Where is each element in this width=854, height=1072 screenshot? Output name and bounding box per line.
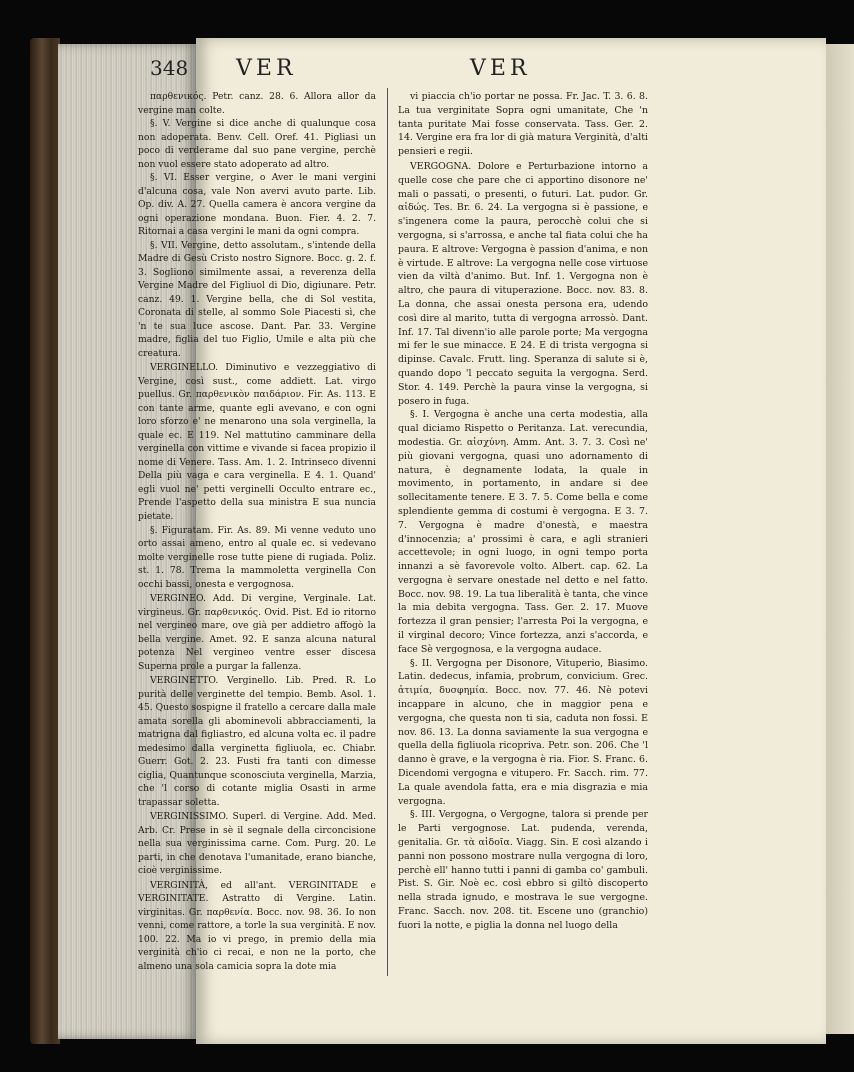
book-spine-cover xyxy=(30,38,60,1044)
facing-page-edge xyxy=(826,44,854,1034)
page-number: 348 xyxy=(150,56,189,80)
running-head-left: VER xyxy=(236,56,297,81)
entry-paragraph: §. V. Vergine si dice anche di qualunque cosa non adoperata. Benv. Cell. Oref. 41. Pigliasi un poco di verderame dal suo pane vergine, perchè non vuol essere stato adoperato ad altro. xyxy=(138,118,376,170)
entry-paragraph: VERGINELLO. Diminutivo e vezzeggiativo di Vergine, così sust., come addiett. Lat. virgo puellus. Gr. παρθενικὸν παιδάριον. Fir. As. 113. E con tante arme, quante egli avevano, e con ogni loro sforzo e' ne menarono una sola verginella, la quale ec. E 119. Nel mattutino camminare della verginella con vittime e vivande si facea propizio il nome di Venere. Tass. Am. 1. 2. Intrinseco divenni Della più vaga e cara verginella. E 4. 1. Quand' egli vuol ne' petti verginelli Occulto entrare ec., Prende l'aspetto della sua ministra E sua nuncia pietate. xyxy=(138,362,376,522)
entry-paragraph: §. VII. Vergine, detto assolutam., s'intende della Madre di Gesù Cristo nostro Signore. Bocc. g. 2. f. 3. Sogliono similmente assai, a reverenza della Vergine Madre del Figliuol di Dio, digiunare. Petr. canz. 49. 1. Vergine bella, che di Sol vestita, Coronata di stelle, al sommo Sole Piacesti sì, che 'n te sua luce ascose. Dant. Par. 33. Vergine madre, figlia del tuo Figlio, Umile e alta più che creatura. xyxy=(138,239,376,359)
entry-paragraph: VERGOGNA. Dolore e Perturbazione intorno a quelle cose che pare che ci apportino disonore ne' mali o passati, o presenti, o futuri. Lat. pudor. Gr. αἰδώς. Tes. Br. 6. 24. La vergogna si è passione, e s'ingenera come la paura, perocchè colui che si vergogna, si s'arrossa, e anche tal fiata colui che ha paura. E altrove: Vergogna è passion d'anima, e non è virtude. E altrove: La vergogna nelle cose virtuose vien da viltà d'animo. But. Inf. 1. Vergogna non è altro, che paura di vituperazione. Bocc. nov. 83. 8. La donna, che assai onesta persona era, udendo così dire al marito, tutta di vergogna arrossò. Dant. Inf. 17. Tal divenn'io alle parole porte; Ma vergogna mi fer le sue minacce. E 24. E di trista vergogna si dipinse. Cavalc. Frutt. ling. Speranza di salute si è, quando dopo 'l peccato seguita la vergogna. Serd. Stor. 4. 149. Perchè la paura vinse la vergogna, si posero in fuga. xyxy=(398,160,648,407)
right-column xyxy=(398,90,648,933)
entry-paragraph: §. I. Vergogna è anche una certa modestia, alla qual diciamo Rispetto o Peritanza. Lat. verecundia, modestia. Gr. αἰσχύνη. Amm. Ant. 3. 7. 3. Così ne' più giovani vergogna, quasi uno adornamento di natura, è degnamente lodata, la quale in movimento, in portamento, in andare si dee sollecitamente tenere. E 3. 7. 5. Come bella e come splendiente gemma di costumi è vergogna. E 3. 7. 7. Vergogna è madre d'onestà, e maestra d'innocenzia; a' prossimi è cara, e agli stranieri accettevole; in ogni luogo, in ogni tempo porta innanzi a sè favorevole volto. Albert. cap. 62. La vergogna è servare onestade nel detto e nel fatto. Bocc. nov. 98. 19. La tua liberalità è tanta, che vince la mia debita vergogna. Tass. Ger. 2. 17. Muove fortezza il gran pensier; l'arresta Poi la vergogna, e il virginal decoro; Vince fortezza, anzi s'accorda, e face Sè vergognosa, e la vergogna audace. xyxy=(398,409,648,655)
entry-paragraph: vi piaccia ch'io portar ne possa. Fr. Jac. T. 3. 6. 8. La tua verginitate Sopra ogni umanitate, Che 'n tanta puritate Mai fosse conservata. Tass. Ger. 2. 14. Vergine era fra lor di già matura Verginità, d'alti pensieri e regii. xyxy=(398,91,648,158)
entry-paragraph: VERGINITÀ, ed all'ant. VERGINITADE e VERGINITATE. Astratto di Vergine. Latin. virginitas. Gr. παρθενία. Bocc. nov. 98. 36. Io non venni, come rattore, a torle la sua verginità. E nov. 100. 22. Ma io vi prego, in premio della mia verginità ch'io ci recai, e non ne la porto, che almeno una sola camicia sopra la dote mia xyxy=(138,879,376,972)
entry-paragraph: παρθενικός. Petr. canz. 28. 6. Allora allor da vergine man colte. xyxy=(138,91,376,116)
entry-paragraph: §. Figuratam. Fir. As. 89. Mi venne veduto uno orto assai ameno, entro al quale ec. si vedevano molte verginelle rose tutte piene di rugiada. Poliz. st. 1. 78. Trema la mammoletta verginella Con occhi bassi, onesta e vergognosa. xyxy=(138,524,376,590)
left-column xyxy=(138,90,376,974)
entry-paragraph: VERGINEO. Add. Di vergine, Verginale. Lat. virgineus. Gr. παρθενικός. Ovid. Pist. Ed io ritorno nel vergineo mare, ove già per addietro affogò la bella vergine. Amet. 92. E sanza alcuna natural potenza Nel vergineo ventre esser discesa Superna prole a purgar la fallenza. xyxy=(138,593,376,672)
entry-paragraph: VERGINETTO. Verginello. Lib. Pred. R. Lo purità delle verginette del tempio. Bemb. Asol. 1. 45. Questo sospigne il fratello a cercare dalla male amata sorella gli abominevoli abbracciamenti, la matrigna dal figliastro, ed alcuna volta ec. il padre medesimo dalla verginetta figliuola, ec. Chiabr. Guerr. Got. 2. 23. Fusti fra tanti con dimesse ciglia, Quantunque sconosciuta verginella, Marzia, che 'l corso di cotante miglia Osasti in arme trapassar soletta. xyxy=(138,675,376,808)
entry-paragraph: VERGINISSIMO. Superl. di Vergine. Add. Med. Arb. Cr. Prese in sè il segnale della circoncisione nella sua verginissima carne. Com. Purg. 20. Le parti, in che denotava l'umanitade, erano bianche, cioè verginissime. xyxy=(138,811,376,877)
running-head-right: VER xyxy=(470,56,531,81)
entry-paragraph: §. VI. Esser vergine, o Aver le mani vergini d'alcuna cosa, vale Non avervi avuto parte. Lib. Op. div. A. 27. Quella camera è ancora vergine da ogni operazione mondana. Buon. Fier. 4. 2. 7. Ritornai a casa vergini le mani da ogni compra. xyxy=(138,172,376,238)
entry-paragraph: §. II. Vergogna per Disonore, Vituperio, Biasimo. Latin. dedecus, infamia, probrum, convicium. Grec. ἀτιμία, δυσφημία. Bocc. nov. 77. 46. Nè potevi incappare in alcuno, che in maggior pena e vergogna, che questa non ti sia, caduta non fossi. E nov. 86. 13. La donna saviamente la sua vergogna e quella della figliuola ricopriva. Petr. son. 206. Che 'l danno è grave, e la vergogna è ria. Fior. S. Franc. 6. Dicendomi vergogna e vitupero. Fr. Sacch. rim. 77. La quale avendola fatta, era e mia disgrazia e mia vergogna. xyxy=(398,657,648,807)
column-rule xyxy=(387,88,388,976)
entry-paragraph: §. III. Vergogna, o Vergogne, talora si prende per le Parti vergognose. Lat. pudenda, verenda, genitalia. Gr. τὰ αἰδοῖα. Viagg. Sin. E così alzando i panni non possono mostrare nulla vergogna di loro, perchè ell' hanno tutti i panni di gamba co' gambuli. Pist. S. Gir. Noè ec. così ebbro si giltò discoperto nella strada ignudo, e mostrava le sue vergogne. Franc. Sacch. nov. 208. tit. Escene uno (granchio) fuori la notte, e piglia la donna nel luogo della xyxy=(398,809,648,931)
